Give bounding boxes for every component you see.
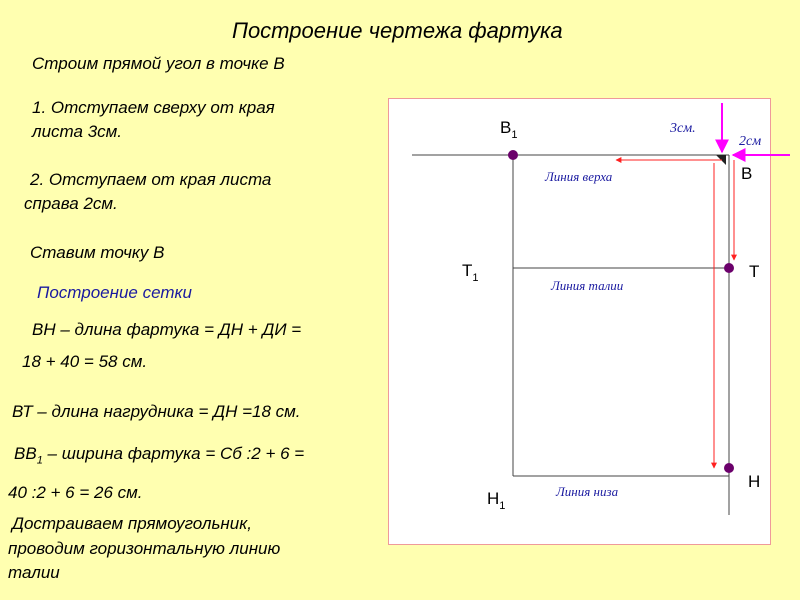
label-t1: $Т_1$ [462, 261, 479, 284]
step-offset-top-line1: 1. Отступаем сверху от края [32, 98, 275, 117]
step-offset-top-line2: листа 3см. [32, 122, 123, 141]
step-right-angle: Строим прямой угол в точке В [32, 54, 285, 73]
formula-apron-length-line2: 18 + 40 = 58 см. [22, 352, 148, 371]
label-bottom-line: Линия низа [556, 484, 619, 499]
point-h-dot [724, 463, 734, 473]
step-offset-right-line1: 2. Отступаем от края листа [30, 170, 272, 189]
dim-2cm: 2см [739, 134, 762, 149]
label-t: Т [749, 262, 760, 281]
step-offset-right-line2: справа 2см. [24, 194, 118, 213]
label-b: В [741, 164, 753, 183]
dim-3cm: 3см. [670, 121, 696, 136]
formula-apron-width-line2: 40 :2 + 6 = 26 см. [8, 483, 143, 502]
point-b1-dot [508, 150, 518, 160]
step-complete-rectangle-line3: талии [8, 563, 60, 582]
label-waist-line: Линия талии [551, 278, 624, 293]
formula-apron-length-line1: ВН – длина фартука = ДН + ДИ = [32, 320, 302, 339]
step-build-grid: Построение сетки [37, 283, 193, 302]
formula-bib-length: ВТ – длина нагрудника = ДН =18 см. [12, 402, 301, 421]
step-complete-rectangle-line2: проводим горизонтальную линию [8, 539, 281, 558]
page-title: Построение чертежа фартука [232, 18, 563, 43]
formula-apron-width-line1: $ВВ_1$ – ширина фартука = Сб :2 + 6 = [14, 444, 305, 467]
label-h: Н [748, 472, 761, 491]
label-top-line: Линия верха [545, 169, 613, 184]
point-t-dot [724, 263, 734, 273]
label-b1: $В_1$ [500, 118, 518, 141]
step-place-point: Ставим точку В [30, 243, 165, 262]
label-h1: $Н_1$ [487, 489, 506, 512]
step-complete-rectangle-line1: Достраиваем прямоугольник, [12, 514, 252, 533]
